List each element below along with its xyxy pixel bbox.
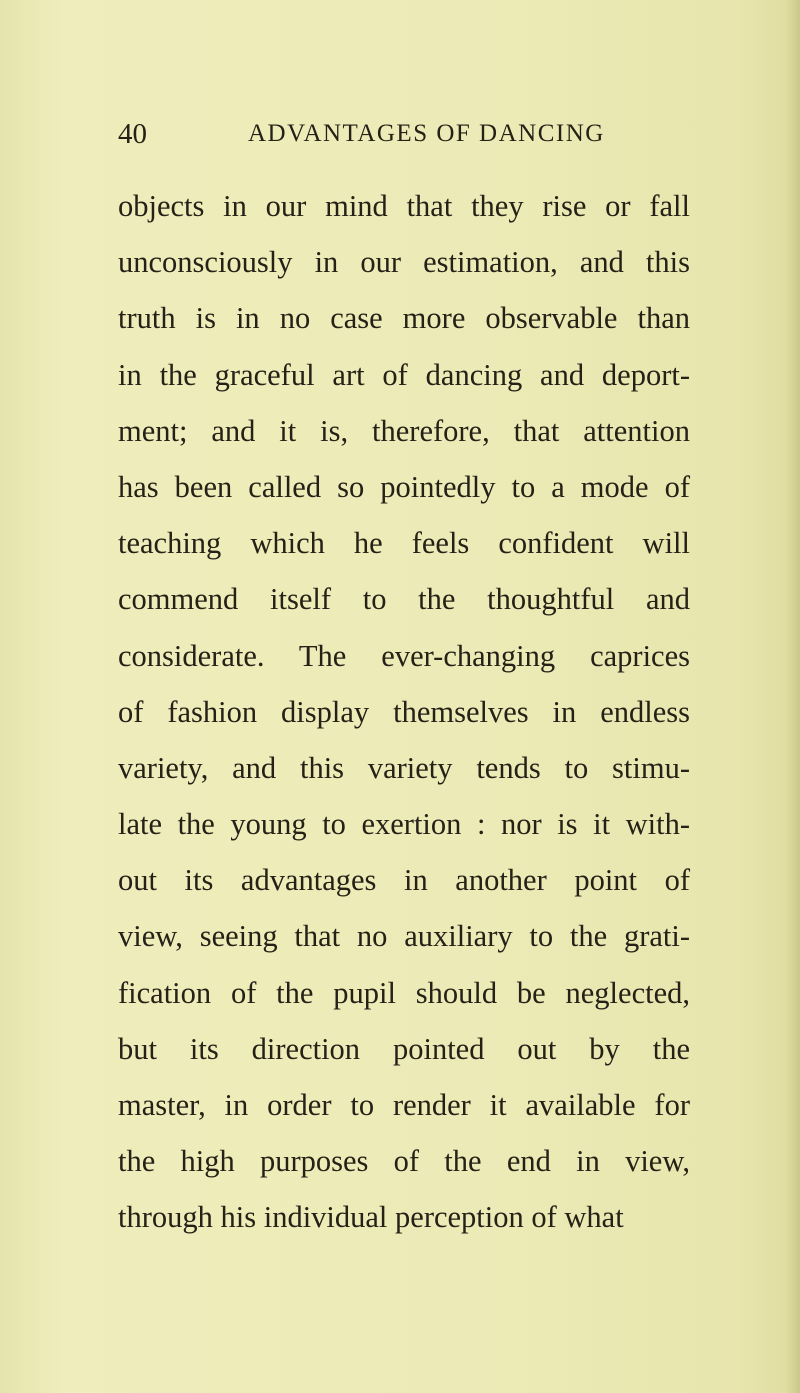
page-number: 40 xyxy=(118,118,147,150)
text-line: in the graceful art of dancing and deport- xyxy=(118,357,690,392)
text-line: fication of the pupil should be neglected, xyxy=(118,975,690,1010)
running-head xyxy=(118,118,678,154)
text-line: teaching which he feels confident will xyxy=(118,526,690,561)
text-line: through his individual perception of what xyxy=(118,1200,624,1235)
text-line: objects in our mind that they rise or fall xyxy=(118,189,690,223)
text-line: variety, and this variety tends to stimu- xyxy=(118,750,690,785)
text-line: the high purposes of the end in view, xyxy=(118,1144,690,1179)
text-line: commend itself to the thoughtful and xyxy=(118,582,690,617)
text-line: late the young to exertion : nor is it with- xyxy=(118,807,690,842)
text-line: has been called so pointedly to a mode of xyxy=(118,469,690,504)
text-line: considerate. The ever-changing caprices xyxy=(118,638,690,673)
text-line: but its direction pointed out by the xyxy=(118,1031,690,1066)
text-line: of fashion display themselves in endless xyxy=(118,694,690,729)
page-edge-shadow xyxy=(786,0,800,1393)
text-line: master, in order to render it available for xyxy=(118,1088,690,1122)
text-line: view, seeing that no auxiliary to the grati- xyxy=(118,919,690,954)
text-line: truth is in no case more observable than xyxy=(118,301,690,336)
text-line: out its advantages in another point of xyxy=(118,863,690,898)
body-text xyxy=(118,178,690,1246)
running-title: ADVANTAGES OF DANCING xyxy=(248,120,605,147)
text-line: ment; and it is, therefore, that attention xyxy=(118,413,690,448)
text-line: unconsciously in our estimation, and this xyxy=(118,245,690,280)
